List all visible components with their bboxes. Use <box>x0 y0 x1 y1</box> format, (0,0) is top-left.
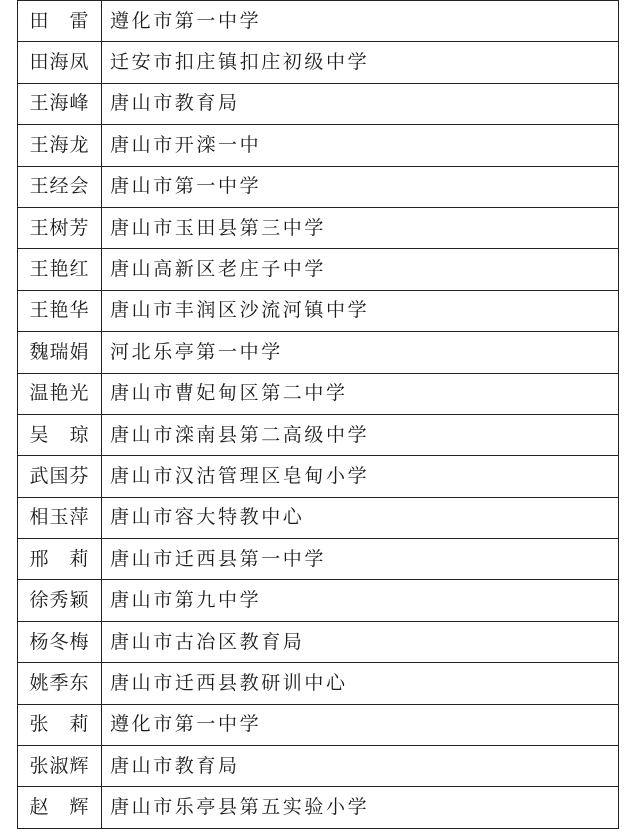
organization-cell: 唐山市容大特教中心 <box>102 497 619 538</box>
organization-cell: 迁安市扣庄镇扣庄初级中学 <box>102 42 619 83</box>
person-name-cell: 张 莉 <box>18 704 102 745</box>
table-row <box>18 580 619 621</box>
table-row <box>18 704 619 745</box>
person-name-cell: 王海龙 <box>18 125 102 166</box>
organization-cell: 河北乐亭第一中学 <box>102 332 619 373</box>
person-name-cell: 田海凤 <box>18 42 102 83</box>
table-row <box>18 373 619 414</box>
person-name-cell: 温艳光 <box>18 373 102 414</box>
person-name-cell: 姚季东 <box>18 663 102 704</box>
organization-cell: 唐山市第一中学 <box>102 166 619 207</box>
organization-cell: 遵化市第一中学 <box>102 704 619 745</box>
organization-cell: 唐山市乐亭县第五实验小学 <box>102 787 619 828</box>
organization-cell: 唐山市古冶区教育局 <box>102 621 619 662</box>
table-row <box>18 207 619 248</box>
organization-cell: 唐山市第九中学 <box>102 580 619 621</box>
person-name-cell: 田 雷 <box>18 1 102 42</box>
person-name-cell: 魏瑞娟 <box>18 332 102 373</box>
person-name-cell: 王海峰 <box>18 83 102 124</box>
table-row <box>18 249 619 290</box>
table-row <box>18 42 619 83</box>
table-row <box>18 456 619 497</box>
table-row <box>18 414 619 455</box>
table-row <box>18 83 619 124</box>
table-row <box>18 166 619 207</box>
organization-cell: 唐山市滦南县第二高级中学 <box>102 414 619 455</box>
organization-cell: 唐山市迁西县第一中学 <box>102 539 619 580</box>
table-row <box>18 332 619 373</box>
person-name-cell: 赵 辉 <box>18 787 102 828</box>
organization-cell: 唐山市教育局 <box>102 746 619 787</box>
person-name-cell: 杨冬梅 <box>18 621 102 662</box>
person-name-cell: 王树芳 <box>18 207 102 248</box>
person-name-cell: 王艳红 <box>18 249 102 290</box>
table-row <box>18 787 619 828</box>
table-row <box>18 663 619 704</box>
organization-cell: 唐山市丰润区沙流河镇中学 <box>102 290 619 331</box>
person-name-cell: 相玉萍 <box>18 497 102 538</box>
table-row <box>18 290 619 331</box>
organization-cell: 唐山高新区老庄子中学 <box>102 249 619 290</box>
organization-cell: 唐山市玉田县第三中学 <box>102 207 619 248</box>
organization-cell: 唐山市汉沽管理区皂甸小学 <box>102 456 619 497</box>
person-name-cell: 吴 琼 <box>18 414 102 455</box>
organization-cell: 唐山市迁西县教研训中心 <box>102 663 619 704</box>
table-row <box>18 621 619 662</box>
table-row <box>18 1 619 42</box>
organization-cell: 唐山市曹妃甸区第二中学 <box>102 373 619 414</box>
table-row <box>18 125 619 166</box>
person-name-cell: 武国芬 <box>18 456 102 497</box>
organization-cell: 唐山市教育局 <box>102 83 619 124</box>
person-name-cell: 张淑辉 <box>18 746 102 787</box>
person-name-cell: 徐秀颖 <box>18 580 102 621</box>
table-row <box>18 497 619 538</box>
table-row <box>18 746 619 787</box>
table-row <box>18 539 619 580</box>
person-name-cell: 邢 莉 <box>18 539 102 580</box>
roster-body <box>18 1 619 829</box>
organization-cell: 遵化市第一中学 <box>102 1 619 42</box>
person-name-cell: 王艳华 <box>18 290 102 331</box>
roster-table <box>17 0 619 829</box>
person-name-cell: 王经会 <box>18 166 102 207</box>
organization-cell: 唐山市开滦一中 <box>102 125 619 166</box>
